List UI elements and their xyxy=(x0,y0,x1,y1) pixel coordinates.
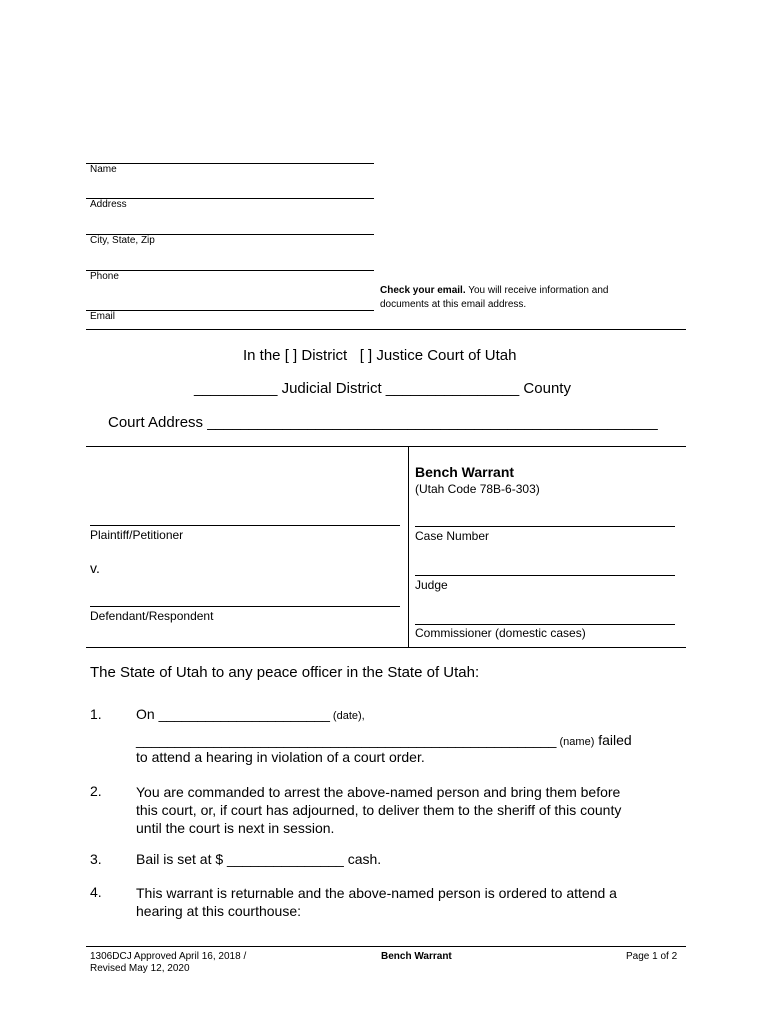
item-2-text-line-3: until the court is next in session. xyxy=(136,820,335,836)
judge-line xyxy=(415,575,675,576)
item-3-bail-text: Bail is set at $ _______________ cash. xyxy=(136,851,382,867)
item-1-failed-text: failed xyxy=(594,732,632,748)
item-1-number: 1. xyxy=(90,706,102,722)
item-4-text-line-2: hearing at this courthouse: xyxy=(136,903,301,919)
commissioner-line xyxy=(415,624,675,625)
item-1-name-blank: ______________________________________________________ xyxy=(136,732,557,748)
judge-label: Judge xyxy=(415,578,448,592)
item-4-number: 4. xyxy=(90,884,102,900)
item-1-hearing-text: to attend a hearing in violation of a court order. xyxy=(136,749,425,765)
city-state-zip-label: City, State, Zip xyxy=(90,235,155,246)
commissioner-label: Commissioner (domestic cases) xyxy=(415,626,586,640)
name-label: Name xyxy=(90,164,117,175)
address-line xyxy=(86,198,374,199)
document-title: Bench Warrant xyxy=(415,464,515,480)
phone-line xyxy=(86,270,374,271)
item-1-name-label: (name) xyxy=(556,736,595,748)
judicial-district-county-line: __________ Judicial District ________________ County xyxy=(194,380,571,397)
item-2-text-line-1: You are commanded to arrest the above-named person and bring them before xyxy=(136,784,621,800)
footer-divider xyxy=(86,946,686,947)
item-1-date-label: (date), xyxy=(329,710,365,722)
footer-title: Bench Warrant xyxy=(381,951,452,962)
plaintiff-label: Plaintiff/Petitioner xyxy=(90,528,184,542)
item-2-number: 2. xyxy=(90,783,102,799)
versus-label: v. xyxy=(90,560,100,576)
form-id-line-1: 1306DCJ Approved April 16, 2018 / xyxy=(90,951,247,962)
address-label: Address xyxy=(90,199,127,210)
item-1-on-text: On ______________________ xyxy=(136,706,330,722)
email-line xyxy=(86,310,374,311)
form-id-line-2: Revised May 12, 2020 xyxy=(90,963,190,974)
email-notice-bold: Check your email. xyxy=(380,285,466,296)
item-4-text xyxy=(136,884,617,920)
caption-center-divider xyxy=(408,446,409,648)
court-type-line: In the [ ] District [ ] Justice Court of Utah xyxy=(243,347,517,364)
email-notice-text-2: documents at this email address. xyxy=(380,299,527,310)
court-address-line: Court Address ______________________________________________________ xyxy=(108,414,658,431)
plaintiff-line xyxy=(90,525,400,526)
case-number-label: Case Number xyxy=(415,529,490,543)
defendant-label: Defendant/Respondent xyxy=(90,609,214,623)
caption-bottom-divider xyxy=(86,647,686,648)
phone-label: Phone xyxy=(90,271,119,282)
item-4-text-line-1: This warrant is returnable and the above-named person is ordered to attend a xyxy=(136,885,617,901)
defendant-line xyxy=(90,606,400,607)
intro-text: The State of Utah to any peace officer in the State of Utah: xyxy=(90,664,480,681)
email-label: Email xyxy=(90,311,116,322)
form-id xyxy=(90,951,246,975)
header-divider xyxy=(86,329,686,330)
case-number-line xyxy=(415,526,675,527)
email-notice xyxy=(380,284,680,312)
item-2-text-line-2: this court, or, if court has adjourned, to deliver them to the sheriff of this county xyxy=(136,802,622,818)
email-notice-text-1: You will receive information and xyxy=(465,285,609,296)
statute-citation: (Utah Code 78B-6-303) xyxy=(415,482,540,496)
page-number: Page 1 of 2 xyxy=(626,951,678,962)
caption-top-divider xyxy=(86,446,686,447)
name-line xyxy=(86,163,374,164)
item-1-date-line xyxy=(136,706,365,722)
item-2-text xyxy=(136,783,621,837)
item-1-name-line xyxy=(136,732,632,748)
item-3-number: 3. xyxy=(90,851,102,867)
